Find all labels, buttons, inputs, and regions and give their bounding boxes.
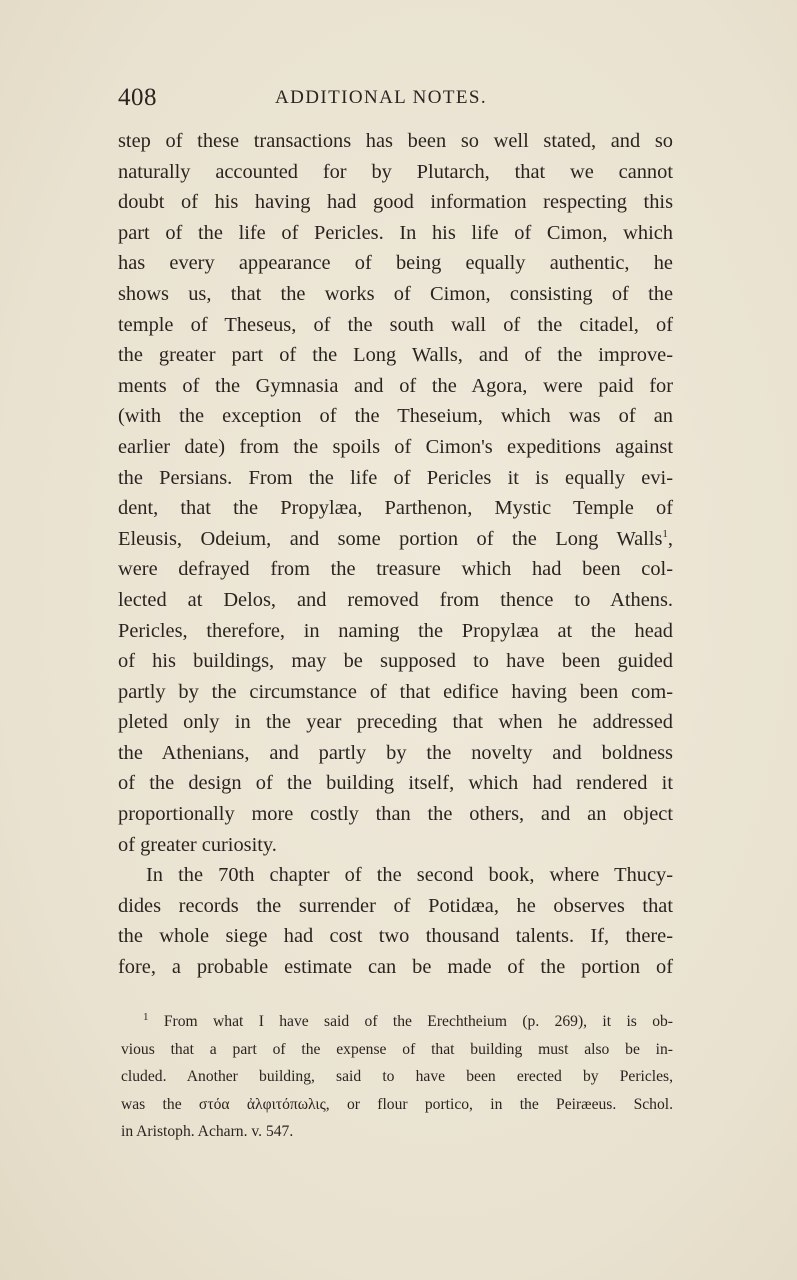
text-line: part of the life of Pericles. In his life of Cimon, which [118, 221, 673, 244]
text-line: Eleusis, Odeium, and some portion of the Long Walls [118, 527, 663, 550]
text-line: of greater curiosity. [118, 833, 277, 856]
text-line: proportionally more costly than the others, and an object [118, 803, 673, 826]
text-line: the Persians. From the life of Pericles it is equally evi- [118, 466, 673, 489]
body-text [118, 126, 673, 983]
text-line: the whole siege had cost two thousand talents. If, there- [118, 925, 673, 948]
text-line: (with the exception of the Theseium, which was of an [118, 405, 673, 428]
text-line: of his buildings, may be supposed to have been guided [118, 650, 673, 673]
text-line: pleted only in the year preceding that when he addressed [118, 711, 673, 734]
text-line: partly by the circumstance of that edifice having been com- [118, 680, 673, 703]
text-line: lected at Delos, and removed from thence to Athens. [118, 588, 673, 611]
text-line-with-footnote-ref [118, 524, 673, 555]
text-line: Pericles, therefore, in naming the Propylæa at the head [118, 619, 673, 642]
footnote-line: vious that a part of the expense of that building must also be in- [121, 1040, 673, 1058]
text-line: fore, a probable estimate can be made of the portion of [118, 956, 673, 979]
footnote-reference-suffix: , [667, 527, 673, 550]
footnote-marker: 1 [143, 1010, 149, 1023]
page-number: 408 [118, 84, 157, 111]
text-line: In the 70th chapter of the second book, where Thucy- [146, 864, 673, 887]
text-line: of the design of the building itself, which had rendered it [118, 772, 673, 795]
footnote-text: From what I have said of the Erechtheium (p. 269), it is ob- [163, 1013, 674, 1030]
footnote-line: was the στόα ἀλφιτόπωλις, or flour portico, in the Peiræeus. Schol. [121, 1095, 673, 1113]
page-header [118, 84, 678, 116]
footnote-line [121, 1008, 673, 1036]
text-line: the Athenians, and partly by the novelty and boldness [118, 741, 673, 764]
text-line: has every appearance of being equally authentic, he [118, 252, 673, 275]
footnote-line: cluded. Another building, said to have been erected by Pericles, [121, 1068, 673, 1086]
text-line: temple of Theseus, of the south wall of the citadel, of [118, 313, 673, 336]
footnote-reference: 1 [662, 527, 668, 540]
text-line: ments of the Gymnasia and of the Agora, were paid for [118, 374, 673, 397]
text-line: the greater part of the Long Walls, and of the improve- [118, 344, 673, 367]
text-line: earlier date) from the spoils of Cimon's expeditions against [118, 435, 673, 458]
text-line: dides records the surrender of Potidæa, he observes that [118, 894, 673, 917]
footnote-line: in Aristoph. Acharn. v. 547. [121, 1123, 294, 1141]
text-line: dent, that the Propylæa, Parthenon, Mystic Temple of [118, 497, 673, 520]
text-line: shows us, that the works of Cimon, consisting of the [118, 282, 673, 305]
text-line: naturally accounted for by Plutarch, that we cannot [118, 160, 673, 183]
running-head: ADDITIONAL NOTES. [275, 87, 488, 108]
footnote [121, 1008, 673, 1146]
text-line: doubt of his having had good information respecting this [118, 191, 673, 214]
text-line: were defrayed from the treasure which had been col- [118, 558, 673, 581]
text-line: step of these transactions has been so well stated, and so [118, 130, 673, 152]
